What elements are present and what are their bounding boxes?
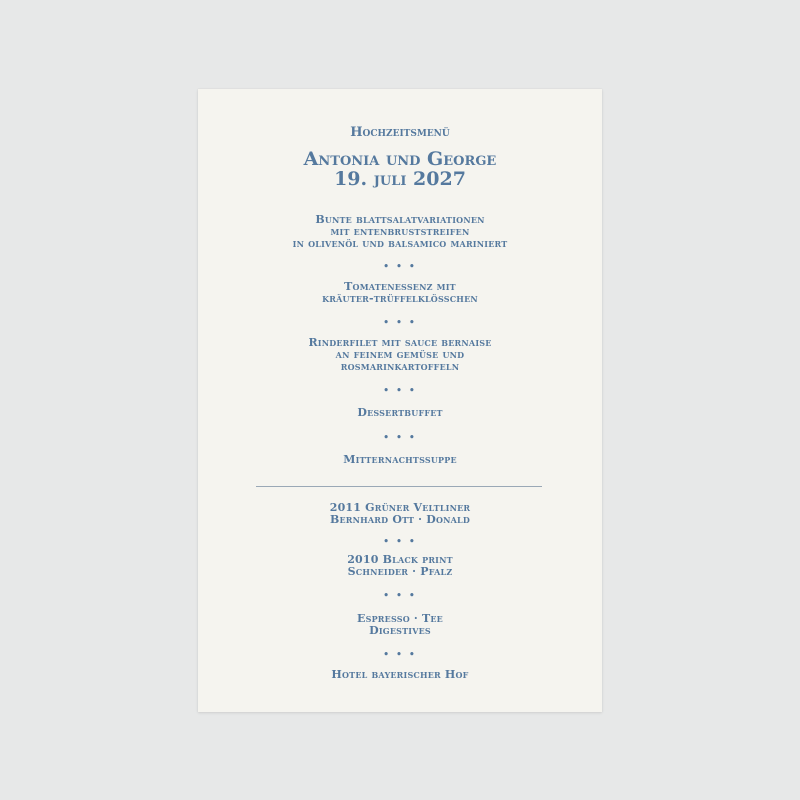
separator-dots: • • •	[383, 262, 417, 272]
drink-line: Digestives	[369, 624, 431, 637]
drink-line: Schneider · Pfalz	[347, 565, 453, 578]
course-line: Mitternachtssuppe	[343, 453, 457, 466]
course-line: rosmarinkartoffeln	[340, 360, 460, 373]
venue	[198, 669, 602, 681]
separator-dots: • • •	[383, 537, 417, 547]
course-line: in olivenöl und balsamico mariniert	[292, 237, 508, 250]
course-line: Dessertbuffet	[357, 406, 443, 419]
course-soup	[198, 281, 602, 305]
course-line: Bunte blattsalatvariationen	[315, 213, 485, 226]
course-line: an feinem gemüse und	[335, 348, 465, 361]
wine-white	[198, 502, 602, 526]
menu-heading: Hochzeitsmenü	[350, 125, 450, 140]
course-midnight-soup	[198, 454, 602, 466]
course-line: kräuter-trüffelklösschen	[322, 292, 478, 305]
course-dessert	[198, 407, 602, 419]
separator-dots: • • •	[383, 591, 417, 601]
course-main	[198, 337, 602, 373]
coffee-digestives	[198, 613, 602, 637]
drink-line: Bernhard Ott · Donald	[329, 513, 471, 526]
section-divider	[256, 486, 542, 487]
drink-line: Espresso · Tee	[357, 612, 443, 625]
venue-line: Hotel bayerischer Hof	[331, 668, 469, 681]
separator-dots: • • •	[383, 318, 417, 328]
couple-names: Antonia und George	[303, 148, 497, 170]
drink-line: 2011 Grüner Veltliner	[329, 501, 471, 514]
course-line: Rinderfilet mit sauce bernaise	[308, 336, 492, 349]
separator-dots: • • •	[383, 650, 417, 660]
course-line: Tomatenessenz mit	[344, 280, 456, 293]
separator-dots: • • •	[383, 386, 417, 396]
menu-card	[198, 89, 602, 712]
course-line: mit entenbruststreifen	[330, 225, 470, 238]
separator-dots: • • •	[383, 433, 417, 443]
wedding-date: 19. juli 2027	[334, 168, 466, 190]
drink-line: 2010 Black print	[347, 553, 453, 566]
course-starter	[198, 214, 602, 250]
wine-red	[198, 554, 602, 578]
